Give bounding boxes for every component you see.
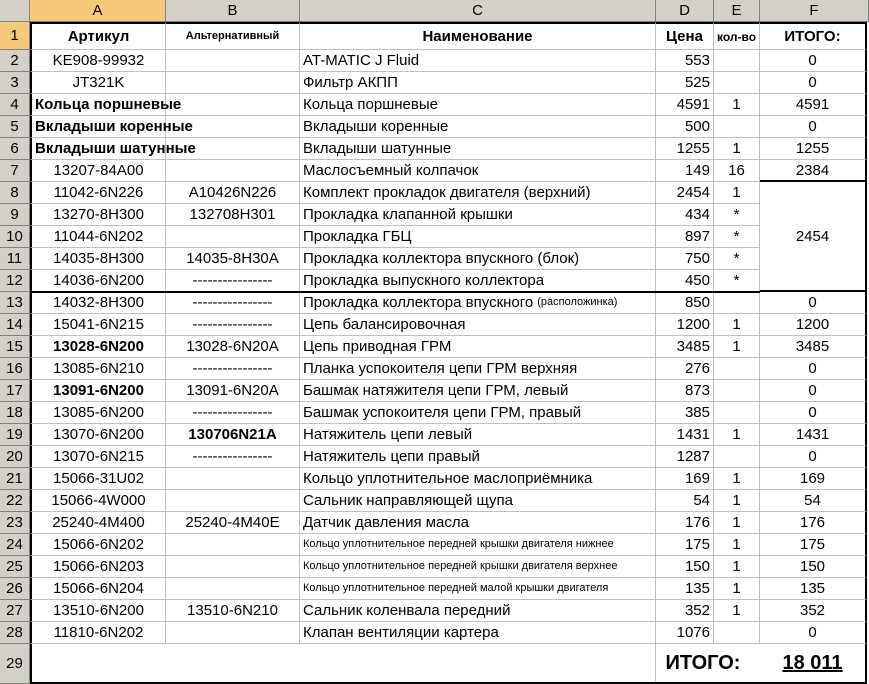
cell-price-5[interactable]: 500: [656, 116, 714, 138]
cell-name-text-13: Прокладка коллектора впускного: [303, 294, 534, 311]
cell-name-6[interactable]: [300, 138, 656, 160]
row-header-8[interactable]: 8: [0, 182, 30, 204]
row-header-10[interactable]: 10: [0, 226, 30, 248]
cell-alternative-22[interactable]: [166, 490, 300, 512]
cell-name-text-22: Сальник направляющей щупа: [303, 492, 514, 509]
cell-name-22[interactable]: [300, 490, 656, 512]
cell-qty-7[interactable]: 16: [714, 160, 760, 182]
cell-qty-2[interactable]: [714, 50, 760, 72]
cell-alternative-9[interactable]: 132708H301: [166, 204, 300, 226]
cell-total-2[interactable]: 0: [760, 50, 867, 72]
cell-name-11[interactable]: [300, 248, 656, 270]
cell-article-5[interactable]: Вкладыши коренные: [30, 116, 166, 138]
row-header-24[interactable]: 24: [0, 534, 30, 556]
cell-name-text-7: Маслосъемный колпачок: [303, 162, 479, 179]
cell-name-text-27: Сальник коленвала передний: [303, 602, 511, 619]
cell-name-3[interactable]: [300, 72, 656, 94]
cell-article-27[interactable]: 13510-6N200: [30, 600, 166, 622]
cell-total-15[interactable]: 3485: [760, 336, 867, 358]
cell-article-13[interactable]: 14032-8H300: [30, 292, 166, 314]
cell-total-24[interactable]: 175: [760, 534, 867, 556]
cell-alternative-3[interactable]: [166, 72, 300, 94]
cell-name-text-18: Башмак успокоителя цепи ГРМ, правый: [303, 404, 582, 421]
cell-article-14[interactable]: 15041-6N215: [30, 314, 166, 336]
cell-article-21[interactable]: 15066-31U02: [30, 468, 166, 490]
cell-total-7[interactable]: 2384: [760, 160, 867, 182]
cell-alternative-11[interactable]: 14035-8H30A: [166, 248, 300, 270]
cell-alternative-14[interactable]: ----------------: [166, 314, 300, 336]
cell-qty-12[interactable]: *: [714, 270, 760, 292]
cell-qty-20[interactable]: [714, 446, 760, 468]
row-header-11[interactable]: 11: [0, 248, 30, 270]
cell-name-4[interactable]: [300, 94, 656, 116]
cell-alternative-4[interactable]: [166, 94, 300, 116]
cell-article-24[interactable]: 15066-6N202: [30, 534, 166, 556]
cell-total-22[interactable]: 54: [760, 490, 867, 512]
cell-qty-5[interactable]: [714, 116, 760, 138]
cell-name-12[interactable]: [300, 270, 656, 292]
cell-total-19[interactable]: 1431: [760, 424, 867, 446]
cell-name-21[interactable]: [300, 468, 656, 490]
column-header-e[interactable]: E: [714, 0, 760, 22]
cell-name-text-11: Прокладка коллектора впускного (блок): [303, 250, 580, 267]
cell-qty-8[interactable]: 1: [714, 182, 760, 204]
cell-alternative-28[interactable]: [166, 622, 300, 644]
cell-alternative-20[interactable]: ----------------: [166, 446, 300, 468]
row-header-15[interactable]: 15: [0, 336, 30, 358]
cell-article-15[interactable]: 13028-6N200: [30, 336, 166, 358]
cell-name-text-17: Башмак натяжителя цепи ГРМ, левый: [303, 382, 569, 399]
row-header-20[interactable]: 20: [0, 446, 30, 468]
cell-name-28[interactable]: [300, 622, 656, 644]
cell-qty-9[interactable]: *: [714, 204, 760, 226]
column-header-d[interactable]: D: [656, 0, 714, 22]
cell-alternative-2[interactable]: [166, 50, 300, 72]
column-header-b[interactable]: B: [166, 0, 300, 22]
cell-article-22[interactable]: 15066-4W000: [30, 490, 166, 512]
cell-article-8[interactable]: 11042-6N226: [30, 182, 166, 204]
row-header-29[interactable]: 29: [0, 644, 30, 684]
cell-name-8[interactable]: [300, 182, 656, 204]
footer-total-value[interactable]: 18 011: [760, 644, 867, 684]
cell-price-12[interactable]: 450: [656, 270, 714, 292]
cell-total-4[interactable]: 4591: [760, 94, 867, 116]
cell-price-22[interactable]: 54: [656, 490, 714, 512]
cell-alternative-15[interactable]: 13028-6N20A: [166, 336, 300, 358]
cell-price-4[interactable]: 4591: [656, 94, 714, 116]
cell-price-16[interactable]: 276: [656, 358, 714, 380]
cell-alternative-16[interactable]: ----------------: [166, 358, 300, 380]
group-bottom-border: [30, 291, 760, 293]
cell-qty-23[interactable]: 1: [714, 512, 760, 534]
row-header-28[interactable]: 28: [0, 622, 30, 644]
cell-total-18[interactable]: 0: [760, 402, 867, 424]
cell-price-23[interactable]: 176: [656, 512, 714, 534]
cell-alternative-10[interactable]: [166, 226, 300, 248]
cell-alternative-6[interactable]: [166, 138, 300, 160]
cell-name-text-25: Кольцо уплотнительное передней крышки двигателя верхнее: [303, 560, 618, 572]
cell-price-18[interactable]: 385: [656, 402, 714, 424]
cell-name-20[interactable]: [300, 446, 656, 468]
cell-article-19[interactable]: 13070-6N200: [30, 424, 166, 446]
cell-name-text-21: Кольцо уплотнительное маслоприёмника: [303, 470, 593, 487]
cell-name-subnote-13: (расположинка): [537, 296, 618, 308]
cell-name-text-14: Цепь балансировочная: [303, 316, 466, 333]
cell-article-28[interactable]: 11810-6N202: [30, 622, 166, 644]
cell-alternative-12[interactable]: ----------------: [166, 270, 300, 292]
cell-alternative-26[interactable]: [166, 578, 300, 600]
cell-price-2[interactable]: 553: [656, 50, 714, 72]
cell-qty-4[interactable]: 1: [714, 94, 760, 116]
header-alternative[interactable]: Альтернативный: [166, 22, 300, 50]
cell-name-16[interactable]: [300, 358, 656, 380]
cell-alternative-19[interactable]: 130706N21A: [166, 424, 300, 446]
row-header-16[interactable]: 16: [0, 358, 30, 380]
cell-alternative-7[interactable]: [166, 160, 300, 182]
cell-price-3[interactable]: 525: [656, 72, 714, 94]
cell-article-18[interactable]: 13085-6N200: [30, 402, 166, 424]
cell-article-23[interactable]: 25240-4M400: [30, 512, 166, 534]
cell-alternative-17[interactable]: 13091-6N20A: [166, 380, 300, 402]
footer-empty: [30, 644, 656, 684]
cell-price-28[interactable]: 1076: [656, 622, 714, 644]
cell-name-23[interactable]: [300, 512, 656, 534]
cell-qty-28[interactable]: [714, 622, 760, 644]
cell-article-20[interactable]: 13070-6N215: [30, 446, 166, 468]
row-header-12[interactable]: 12: [0, 270, 30, 292]
cell-name-24[interactable]: [300, 534, 656, 556]
cell-qty-18[interactable]: [714, 402, 760, 424]
cell-qty-15[interactable]: 1: [714, 336, 760, 358]
cell-name-17[interactable]: [300, 380, 656, 402]
cell-name-text-24: Кольцо уплотнительное передней крышки двигателя нижнее: [303, 538, 614, 550]
cell-total-merged-8-12[interactable]: 2454: [760, 182, 867, 292]
cell-name-15[interactable]: [300, 336, 656, 358]
cell-alternative-24[interactable]: [166, 534, 300, 556]
cell-qty-10[interactable]: *: [714, 226, 760, 248]
cell-price-21[interactable]: 169: [656, 468, 714, 490]
cell-total-17[interactable]: 0: [760, 380, 867, 402]
cell-qty-13[interactable]: [714, 292, 760, 314]
cell-name-text-9: Прокладка клапанной крышки: [303, 206, 513, 223]
row-header-27[interactable]: 27: [0, 600, 30, 622]
cell-name-13[interactable]: [300, 292, 656, 314]
cell-name-text-23: Датчик давления масла: [303, 514, 469, 531]
cell-name-27[interactable]: [300, 600, 656, 622]
cell-article-25[interactable]: 15066-6N203: [30, 556, 166, 578]
cell-alternative-8[interactable]: A10426N226: [166, 182, 300, 204]
cell-article-11[interactable]: 14035-8H300: [30, 248, 166, 270]
column-header-a[interactable]: A: [30, 0, 166, 22]
cell-alternative-13[interactable]: ----------------: [166, 292, 300, 314]
cell-name-text-5: Вкладыши коренные: [303, 118, 449, 135]
row-header-26[interactable]: 26: [0, 578, 30, 600]
cell-qty-24[interactable]: 1: [714, 534, 760, 556]
cell-name-text-20: Натяжитель цепи правый: [303, 448, 480, 465]
row-header-25[interactable]: 25: [0, 556, 30, 578]
header-name[interactable]: Наименование: [300, 22, 656, 50]
cell-article-6[interactable]: Вкладыши шатунные: [30, 138, 166, 160]
row-header-19[interactable]: 19: [0, 424, 30, 446]
header-article[interactable]: Артикул: [30, 22, 166, 50]
cell-qty-17[interactable]: [714, 380, 760, 402]
cell-total-3[interactable]: 0: [760, 72, 867, 94]
cell-qty-22[interactable]: 1: [714, 490, 760, 512]
cell-price-26[interactable]: 135: [656, 578, 714, 600]
row-header-2[interactable]: 2: [0, 50, 30, 72]
row-header-6[interactable]: 6: [0, 138, 30, 160]
header-qty[interactable]: кол-во: [714, 22, 760, 50]
cell-price-15[interactable]: 3485: [656, 336, 714, 358]
row-header-17[interactable]: 17: [0, 380, 30, 402]
cell-name-18[interactable]: [300, 402, 656, 424]
row-header-9[interactable]: 9: [0, 204, 30, 226]
cell-article-3[interactable]: JT321K: [30, 72, 166, 94]
cell-qty-19[interactable]: 1: [714, 424, 760, 446]
cell-price-9[interactable]: 434: [656, 204, 714, 226]
cell-name-text-3: Фильтр АКПП: [303, 74, 398, 91]
row-header-3[interactable]: 3: [0, 72, 30, 94]
cell-alternative-23[interactable]: 25240-4M40E: [166, 512, 300, 534]
row-header-4[interactable]: 4: [0, 94, 30, 116]
cell-total-5[interactable]: 0: [760, 116, 867, 138]
cell-total-25[interactable]: 150: [760, 556, 867, 578]
cell-alternative-25[interactable]: [166, 556, 300, 578]
cell-price-17[interactable]: 873: [656, 380, 714, 402]
cell-price-27[interactable]: 352: [656, 600, 714, 622]
cell-price-19[interactable]: 1431: [656, 424, 714, 446]
cell-qty-6[interactable]: 1: [714, 138, 760, 160]
column-header-c[interactable]: C: [300, 0, 656, 22]
cell-article-26[interactable]: 15066-6N204: [30, 578, 166, 600]
cell-article-2[interactable]: KE908-99932: [30, 50, 166, 72]
cell-name-text-26: Кольцо уплотнительное передней малой крышки двигателя: [303, 582, 609, 594]
cell-total-13[interactable]: 0: [760, 292, 867, 314]
cell-name-2[interactable]: [300, 50, 656, 72]
cell-article-9[interactable]: 13270-8H300: [30, 204, 166, 226]
row-header-23[interactable]: 23: [0, 512, 30, 534]
cell-name-14[interactable]: [300, 314, 656, 336]
cell-article-16[interactable]: 13085-6N210: [30, 358, 166, 380]
cell-total-28[interactable]: 0: [760, 622, 867, 644]
cell-price-6[interactable]: 1255: [656, 138, 714, 160]
header-total[interactable]: ИТОГО:: [760, 22, 867, 50]
cell-name-text-15: Цепь приводная ГРМ: [303, 338, 452, 355]
cell-total-27[interactable]: 352: [760, 600, 867, 622]
cell-qty-11[interactable]: *: [714, 248, 760, 270]
cell-qty-3[interactable]: [714, 72, 760, 94]
cell-article-4[interactable]: Кольца поршневые: [30, 94, 166, 116]
row-header-7[interactable]: 7: [0, 160, 30, 182]
cell-article-17[interactable]: 13091-6N200: [30, 380, 166, 402]
cell-name-text-10: Прокладка ГБЦ: [303, 228, 412, 245]
row-header-14[interactable]: 14: [0, 314, 30, 336]
cell-price-10[interactable]: 897: [656, 226, 714, 248]
row-header-21[interactable]: 21: [0, 468, 30, 490]
cell-alternative-21[interactable]: [166, 468, 300, 490]
cell-qty-14[interactable]: 1: [714, 314, 760, 336]
cell-article-7[interactable]: 13207-84A00: [30, 160, 166, 182]
cell-qty-26[interactable]: 1: [714, 578, 760, 600]
select-all-corner[interactable]: [0, 0, 30, 22]
cell-name-text-8: Комплект прокладок двигателя (верхний): [303, 184, 591, 201]
cell-total-6[interactable]: 1255: [760, 138, 867, 160]
row-header-18[interactable]: 18: [0, 402, 30, 424]
cell-name-26[interactable]: [300, 578, 656, 600]
cell-price-25[interactable]: 150: [656, 556, 714, 578]
row-header-1[interactable]: 1: [0, 22, 30, 50]
cell-price-14[interactable]: 1200: [656, 314, 714, 336]
cell-total-14[interactable]: 1200: [760, 314, 867, 336]
cell-name-7[interactable]: [300, 160, 656, 182]
cell-qty-25[interactable]: 1: [714, 556, 760, 578]
cell-name-text-2: AT-MATIC J Fluid: [303, 52, 420, 69]
cell-name-text-16: Планка успокоителя цепи ГРМ верхняя: [303, 360, 578, 377]
cell-price-11[interactable]: 750: [656, 248, 714, 270]
cell-article-10[interactable]: 11044-6N202: [30, 226, 166, 248]
cell-qty-16[interactable]: [714, 358, 760, 380]
cell-name-5[interactable]: [300, 116, 656, 138]
cell-name-text-6: Вкладыши шатунные: [303, 140, 452, 157]
cell-price-24[interactable]: 175: [656, 534, 714, 556]
cell-name-text-19: Натяжитель цепи левый: [303, 426, 473, 443]
cell-price-8[interactable]: 2454: [656, 182, 714, 204]
cell-name-25[interactable]: [300, 556, 656, 578]
cell-price-20[interactable]: 1287: [656, 446, 714, 468]
cell-name-10[interactable]: [300, 226, 656, 248]
cell-alternative-18[interactable]: ----------------: [166, 402, 300, 424]
cell-qty-27[interactable]: 1: [714, 600, 760, 622]
cell-total-26[interactable]: 135: [760, 578, 867, 600]
cell-name-9[interactable]: [300, 204, 656, 226]
cell-price-13[interactable]: 850: [656, 292, 714, 314]
cell-alternative-27[interactable]: 13510-6N210: [166, 600, 300, 622]
cell-price-7[interactable]: 149: [656, 160, 714, 182]
row-header-13[interactable]: 13: [0, 292, 30, 314]
cell-total-23[interactable]: 176: [760, 512, 867, 534]
cell-name-text-28: Клапан вентиляции картера: [303, 624, 499, 641]
header-price[interactable]: Цена: [656, 22, 714, 50]
footer-total-label: ИТОГО:: [646, 644, 760, 684]
row-header-22[interactable]: 22: [0, 490, 30, 512]
column-header-f[interactable]: F: [760, 0, 869, 22]
cell-total-20[interactable]: 0: [760, 446, 867, 468]
cell-qty-21[interactable]: 1: [714, 468, 760, 490]
cell-name-19[interactable]: [300, 424, 656, 446]
cell-alternative-5[interactable]: [166, 116, 300, 138]
cell-article-12[interactable]: 14036-6N200: [30, 270, 166, 292]
cell-total-16[interactable]: 0: [760, 358, 867, 380]
cell-name-text-4: Кольца поршневые: [303, 96, 438, 113]
cell-total-21[interactable]: 169: [760, 468, 867, 490]
row-header-5[interactable]: 5: [0, 116, 30, 138]
cell-name-text-12: Прокладка выпускного коллектора: [303, 272, 545, 289]
